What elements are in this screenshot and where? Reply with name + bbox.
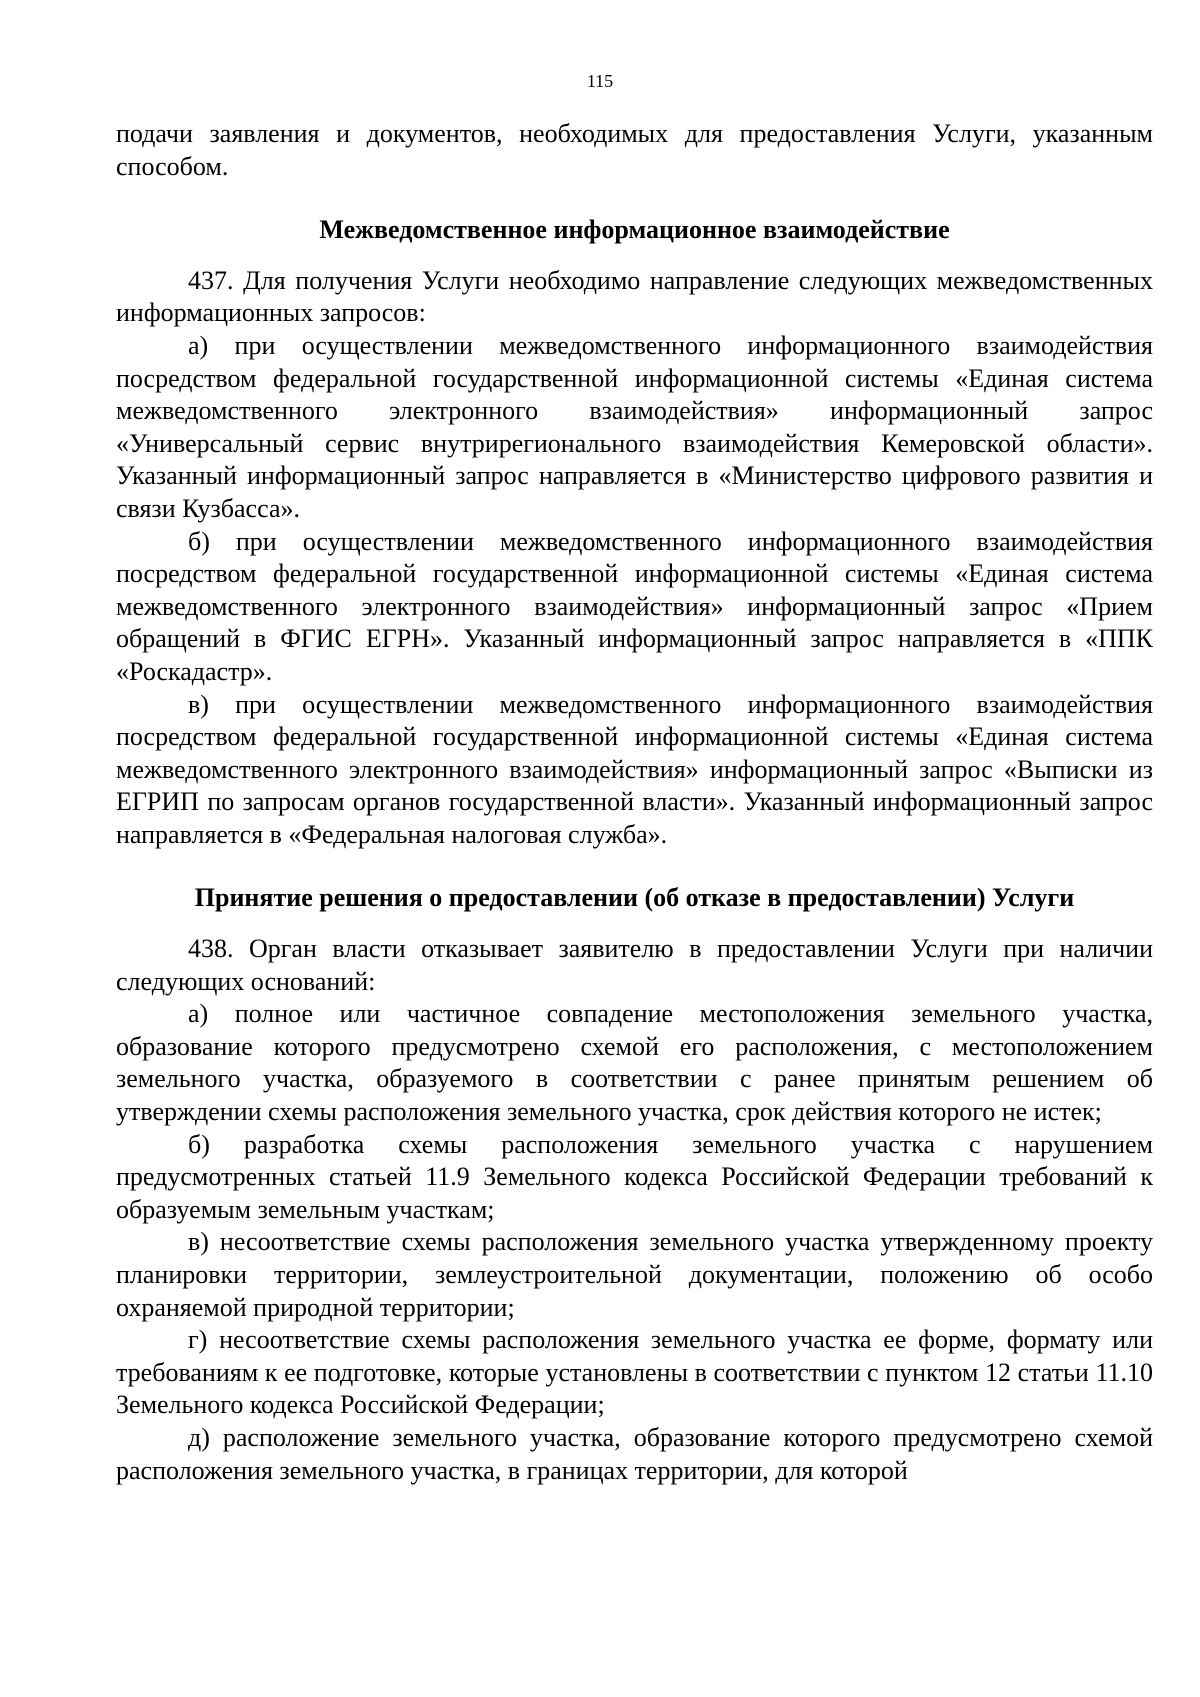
paragraph-438: 438. Орган власти отказывает заявителю в предоставлении Услуги при наличии следующих оснований: xyxy=(116,934,1153,996)
paragraph-438-v: в) несоответствие схемы расположения земельного участка утвержденному проекту планировки территории, землеустроительной документации, положению об особо охраняемой природной территории; xyxy=(116,1227,1153,1322)
document-body xyxy=(116,118,1153,1487)
section-heading-interagency: Межведомственное информационное взаимодействие xyxy=(319,215,950,245)
paragraph-437-b: б) при осуществлении межведомственного информационного взаимодействия посредством федеральной государственной информационной системы «Единая система межведомственного электронного взаимодействия» информационный запрос «Прием обращений в ФГИС ЕГРН». Указанный информационный запрос направляется в «ППК «Роскадастр». xyxy=(116,526,1153,686)
paragraph-438-a: а) полное или частичное совпадение местоположения земельного участка, образование которого предусмотрено схемой его расположения, с местоположением земельного участка, образуемого в соответствии с ранее принятым решением об утверждении схемы расположения земельного участка, срок действия которого не истек; xyxy=(116,999,1153,1127)
paragraph-437: 437. Для получения Услуги необходимо направление следующих межведомственных информационных запросов: xyxy=(116,265,1153,328)
page-number: 115 xyxy=(586,71,614,91)
paragraph-continuation: подачи заявления и документов, необходимых для предоставления Услуги, указанным способом. xyxy=(116,119,1153,181)
paragraph-438-d: д) расположение земельного участка, образование которого предусмотрено схемой расположения земельного участка, в границах территории, для которой xyxy=(116,1422,1153,1485)
paragraph-437-a: а) при осуществлении межведомственного информационного взаимодействия посредством федеральной государственной информационной системы «Единая система межведомственного электронного взаимодействия» информационный запрос «Универсальный сервис внутрирегионального взаимодействия Кемеровской области». Указанный информационный запрос направляется в «Министерство цифрового развития и связи Кузбасса». xyxy=(116,330,1153,523)
paragraph-438-g: г) несоответствие схемы расположения земельного участка ее форме, формату или требованиям к ее подготовке, которые установлены в соответствии с пунктом 12 статьи 11.10 Земельного кодекса Российской Федерации; xyxy=(116,1325,1153,1420)
paragraph-437-v: в) при осуществлении межведомственного информационного взаимодействия посредством федеральной государственной информационной системы «Единая система межведомственного электронного взаимодействия» информационный запрос «Выписки из ЕГРИП по запросам органов государственной власти». Указанный информационный запрос направляется в «Федеральная налоговая служба». xyxy=(116,689,1153,849)
section-heading-decision: Принятие решения о предоставлении (об отказе в предоставлении) Услуги xyxy=(194,883,1075,913)
paragraph-438-b: б) разработка схемы расположения земельного участка с нарушением предусмотренных статьей 11.9 Земельного кодекса Российской Федерации требований к образуемым земельным участкам; xyxy=(116,1129,1153,1224)
